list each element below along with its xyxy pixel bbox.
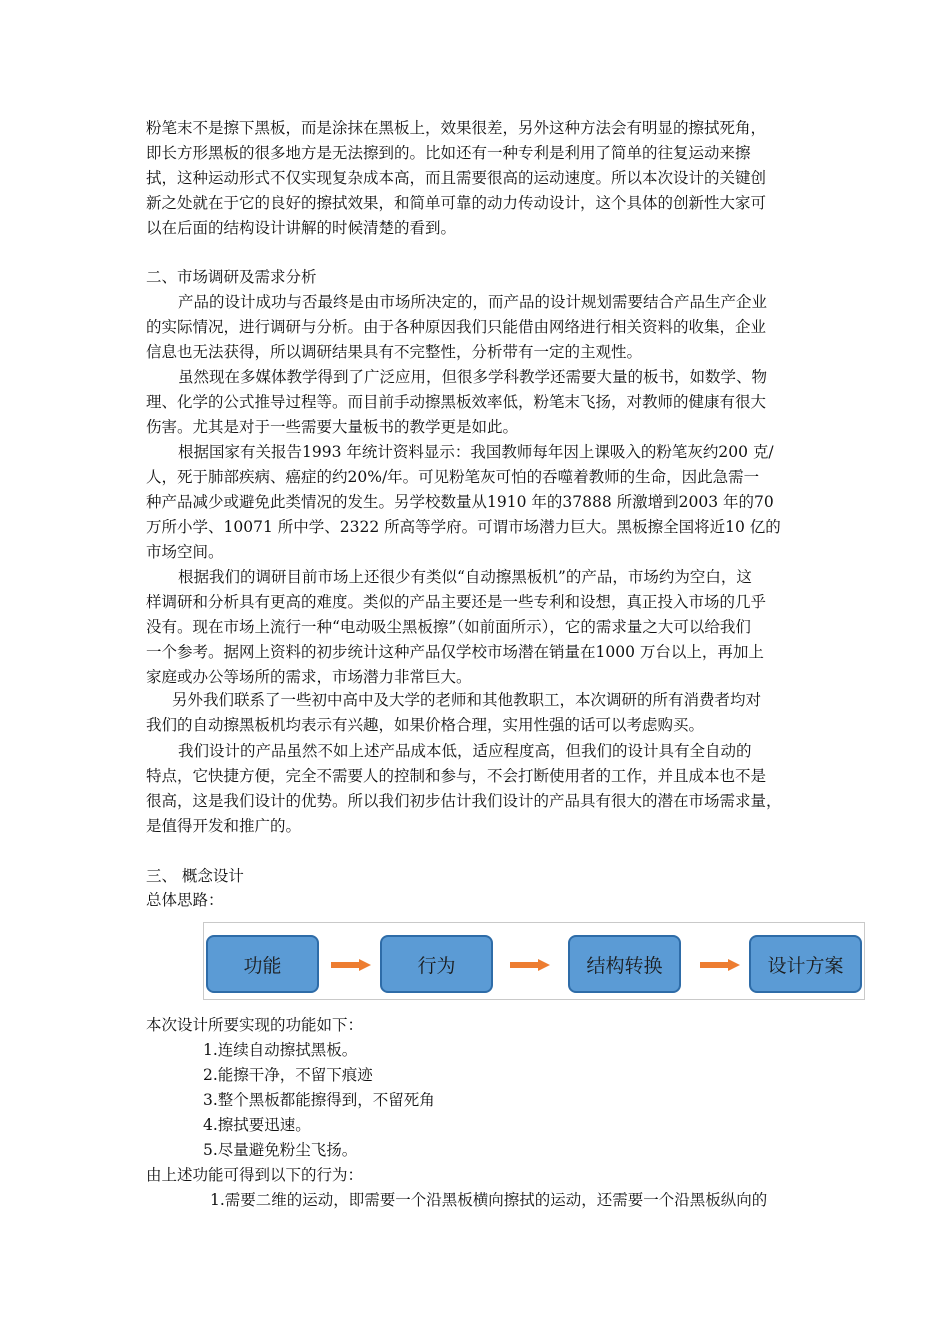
paragraph-line: 伤害。尤其是对于一些需要大量板书的教学更是如此。	[146, 418, 519, 436]
paragraph-line: 种产品减少或避免此类情况的发生。另学校数量从1910 年的37888 所激增到2003 年的70	[146, 493, 774, 511]
paragraph-line: 以在后面的结构设计讲解的时候清楚的看到。	[146, 219, 457, 237]
list-item: 2.能擦干净，不留下痕迹	[203, 1066, 373, 1084]
paragraph-line: 根据我们的调研目前市场上还很少有类似“自动擦黑板机”的产品，市场约为空白，这	[178, 568, 752, 586]
behaviors-intro: 由上述功能可得到以下的行为：	[146, 1166, 364, 1184]
paragraph-line: 虽然现在多媒体教学得到了广泛应用，但很多学科教学还需要大量的板书，如数学、物	[178, 368, 768, 386]
list-item: 1.需要二维的运动，即需要一个沿黑板横向擦拭的运动，还需要一个沿黑板纵向的	[210, 1191, 768, 1209]
list-item: 5.尽量避免粉尘飞扬。	[203, 1141, 358, 1159]
paragraph-line: 一个参考。据网上资料的初步统计这种产品仅学校市场潜在销量在1000 万台以上，再加上	[146, 643, 764, 661]
arrow-right-icon	[700, 959, 740, 971]
paragraph-line: 另外我们联系了一些初中高中及大学的老师和其他教职工，本次调研的所有消费者均对	[172, 691, 762, 709]
paragraph-line: 即长方形黑板的很多地方是无法擦到的。比如还有一种专利是利用了简单的往复运动来擦	[146, 144, 751, 162]
paragraph-line: 很高，这是我们设计的优势。所以我们初步估计我们设计的产品具有很大的潜在市场需求量，	[146, 792, 782, 810]
flow-step-behavior: 行为	[380, 935, 493, 993]
arrow-right-icon	[331, 959, 371, 971]
paragraph-line: 我们设计的产品虽然不如上述产品成本低，适应程度高，但我们的设计具有全自动的	[178, 742, 752, 760]
paragraph-line: 新之处就在于它的良好的擦拭效果，和简单可靠的动力传动设计，这个具体的创新性大家可	[146, 194, 767, 212]
paragraph-line: 信息也无法获得，所以调研结果具有不完整性，分析带有一定的主观性。	[146, 343, 643, 361]
paragraph-line: 人，死于肺部疾病、癌症的约20%/年。可见粉笔灰可怕的吞噬着教师的生命，因此急需一	[146, 468, 760, 486]
paragraph-line: 我们的自动擦黑板机均表示有兴趣，如果价格合理，实用性强的话可以考虑购买。	[146, 716, 705, 734]
overall-label: 总体思路：	[146, 891, 224, 909]
flow-step-structure: 结构转换	[568, 935, 681, 993]
flow-step-design: 设计方案	[749, 935, 862, 993]
section-heading: 二、市场调研及需求分析	[146, 268, 317, 286]
paragraph-line: 拭，这种运动形式不仅实现复杂成本高，而且需要很高的运动速度。所以本次设计的关键创	[146, 169, 767, 187]
paragraph-line: 特点，它快捷方便，完全不需要人的控制和参与，不会打断使用者的工作，并且成本也不是	[146, 767, 767, 785]
arrow-right-icon	[510, 959, 550, 971]
paragraph-line: 市场空间。	[146, 543, 224, 561]
paragraph-line: 粉笔末不是擦下黑板，而是涂抹在黑板上，效果很差，另外这种方法会有明显的擦拭死角，	[146, 119, 767, 137]
list-item: 3.整个黑板都能擦得到，不留死角	[203, 1091, 435, 1109]
list-item: 4.擦拭要迅速。	[203, 1116, 311, 1134]
functions-intro: 本次设计所要实现的功能如下：	[146, 1016, 364, 1034]
paragraph-line: 产品的设计成功与否最终是由市场所决定的，而产品的设计规划需要结合产品生产企业	[178, 293, 768, 311]
section-heading: 三、 概念设计	[146, 867, 244, 885]
paragraph-line: 根据国家有关报告1993 年统计资料显示：我国教师每年因上课吸入的粉笔灰约200 克/	[178, 443, 774, 461]
flow-diagram	[203, 922, 865, 1000]
paragraph-line: 的实际情况，进行调研与分析。由于各种原因我们只能借由网络进行相关资料的收集，企业	[146, 318, 767, 336]
paragraph-line: 万所小学、10071 所中学、2322 所高等学府。可谓市场潜力巨大。黑板擦全国将近10 亿的	[146, 518, 781, 536]
flow-step-function: 功能	[206, 935, 319, 993]
list-item: 1.连续自动擦拭黑板。	[203, 1041, 358, 1059]
paragraph-line: 理、化学的公式推导过程等。而目前手动擦黑板效率低，粉笔末飞扬，对教师的健康有很大	[146, 393, 767, 411]
paragraph-line: 家庭或办公等场所的需求，市场潜力非常巨大。	[146, 668, 472, 686]
paragraph-line: 样调研和分析具有更高的难度。类似的产品主要还是一些专利和设想，真正投入市场的几乎	[146, 593, 767, 611]
paragraph-line: 没有。现在市场上流行一种“电动吸尘黑板擦”（如前面所示），它的需求量之大可以给我们	[146, 618, 751, 636]
paragraph-line: 是值得开发和推广的。	[146, 817, 302, 835]
